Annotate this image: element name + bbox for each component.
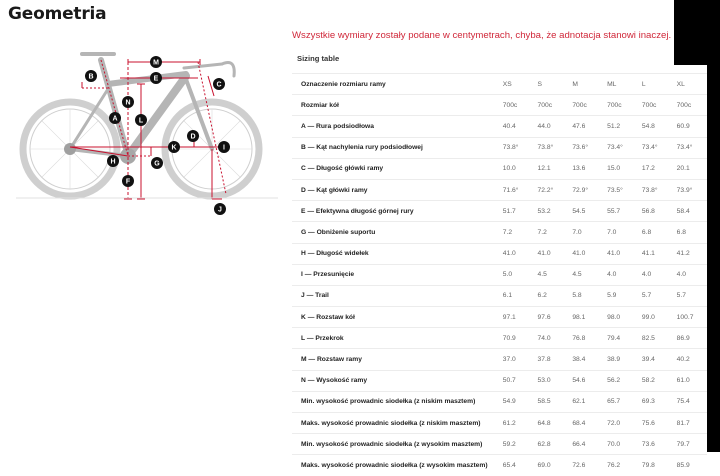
row-value: 700c — [641, 101, 657, 109]
row-value: 7.2 — [502, 228, 513, 236]
row-label: B — Kąt nachylenia rury podsiodłowej — [301, 144, 423, 152]
row-value: 5.8 — [572, 292, 582, 300]
size-l: L — [641, 80, 646, 88]
row-value: 86.9 — [676, 334, 690, 342]
table-row — [292, 434, 707, 455]
row-value: 75.4 — [676, 398, 690, 406]
table-row — [292, 137, 707, 158]
units-note: Wszystkie wymiary zostały podane w centymetrach, chyba, że adnotacja stanowi inaczej. — [292, 30, 672, 41]
size-m: M — [572, 80, 578, 88]
row-value: 72.9° — [572, 186, 589, 194]
row-value: 53.2 — [537, 207, 551, 215]
row-value: 70.0 — [607, 440, 621, 448]
svg-text:A: A — [112, 115, 118, 123]
row-value: 98.1 — [572, 313, 586, 321]
svg-text:L: L — [138, 117, 144, 125]
row-value: 73.9° — [676, 186, 693, 194]
bike-geometry-diagram — [16, 44, 276, 219]
row-label: Rozmiar kół — [301, 101, 339, 109]
black-overlay-right — [707, 65, 720, 452]
row-value: 44.0 — [537, 122, 551, 130]
row-value: 56.8 — [641, 207, 655, 215]
row-value: 55.7 — [607, 207, 621, 215]
row-value: 73.8° — [537, 144, 554, 152]
row-value: 76.2 — [607, 462, 621, 470]
marker-f — [122, 175, 134, 187]
table-row — [292, 222, 707, 243]
table-row — [292, 370, 707, 391]
row-value: 5.0 — [502, 271, 513, 279]
svg-text:J: J — [218, 206, 222, 214]
row-value: 58.2 — [641, 377, 655, 385]
marker-c — [213, 78, 225, 90]
row-value: 81.7 — [676, 419, 690, 427]
table-row — [292, 201, 707, 222]
row-value: 41.0 — [537, 250, 551, 258]
table-row — [292, 179, 707, 200]
row-value: 10.0 — [502, 165, 516, 173]
row-value: 99.0 — [641, 313, 655, 321]
row-value: 79.4 — [607, 334, 621, 342]
row-value: 37.0 — [502, 356, 516, 364]
table-row — [292, 285, 707, 306]
page-title: Geometria — [8, 4, 107, 24]
svg-text:C: C — [216, 81, 222, 89]
row-value: 54.5 — [572, 207, 586, 215]
marker-j — [214, 203, 226, 215]
row-value: 41.0 — [502, 250, 516, 258]
row-label: N — Wysokość ramy — [301, 377, 368, 385]
marker-n — [122, 96, 134, 108]
table-row — [292, 243, 707, 264]
row-label: M — Rozstaw ramy — [301, 356, 362, 364]
row-value: 61.0 — [676, 377, 690, 385]
svg-text:F: F — [125, 178, 131, 186]
table-row — [292, 116, 707, 137]
row-label: E — Efektywna długość górnej rury — [301, 207, 414, 215]
marker-e — [150, 72, 162, 84]
row-value: 56.2 — [607, 377, 621, 385]
svg-text:E: E — [153, 75, 159, 83]
row-value: 70.9 — [502, 334, 516, 342]
row-value: 72.0 — [607, 419, 621, 427]
row-value: 6.1 — [502, 292, 513, 300]
table-row — [292, 95, 707, 116]
marker-g — [151, 157, 163, 169]
row-value: 60.9 — [676, 122, 690, 130]
row-value: 75.6 — [641, 419, 655, 427]
row-value: 72.6 — [572, 462, 586, 470]
row-label: H — Długość widełek — [301, 250, 369, 258]
row-value: 54.8 — [641, 122, 655, 130]
marker-i — [218, 141, 230, 153]
row-label: Min. wysokość prowadnic siodełka (z wysokim masztem) — [301, 440, 483, 448]
size-ml: ML — [607, 80, 617, 88]
row-value: 62.8 — [537, 440, 551, 448]
row-value: 41.1 — [641, 250, 655, 258]
row-label: C — Długość główki ramy — [301, 165, 384, 173]
row-value: 700c — [607, 101, 622, 109]
row-value: 5.9 — [607, 292, 617, 300]
row-value: 76.8 — [572, 334, 586, 342]
row-value: 97.1 — [502, 313, 516, 321]
row-label: D — Kąt główki ramy — [301, 186, 368, 194]
row-value: 12.1 — [537, 165, 551, 173]
row-value: 72.2° — [537, 186, 554, 194]
row-value: 41.0 — [607, 250, 621, 258]
row-value: 65.7 — [607, 398, 621, 406]
row-value: 15.0 — [607, 165, 621, 173]
row-value: 38.4 — [572, 356, 586, 364]
svg-text:B: B — [88, 73, 94, 81]
row-value: 51.7 — [502, 207, 516, 215]
row-label: Min. wysokość prowadnic siodełka (z niskim masztem) — [301, 398, 476, 406]
row-value: 39.4 — [641, 356, 655, 364]
row-value: 73.4° — [676, 144, 693, 152]
row-value: 71.6° — [502, 186, 519, 194]
table-row — [292, 455, 707, 476]
row-value: 6.8 — [641, 228, 652, 236]
row-value: 41.2 — [676, 250, 690, 258]
svg-text:H: H — [110, 158, 116, 166]
row-value: 6.2 — [537, 292, 547, 300]
row-value: 6.8 — [676, 228, 686, 236]
row-value: 58.5 — [537, 398, 551, 406]
row-label: Maks. wysokość prowadnic siodełka (z niskim masztem) — [301, 419, 481, 427]
row-value: 85.9 — [676, 462, 690, 470]
sizing-table — [292, 73, 707, 476]
row-value: 59.2 — [502, 440, 516, 448]
row-value: 40.4 — [502, 122, 516, 130]
row-value: 73.6 — [641, 440, 655, 448]
row-value: 58.4 — [676, 207, 690, 215]
row-value: 41.0 — [572, 250, 586, 258]
row-value: 73.4° — [607, 144, 623, 152]
size-s: S — [537, 80, 543, 88]
row-label: K — Rozstaw kół — [301, 313, 355, 321]
size-xl: XL — [676, 80, 685, 88]
row-value: 47.6 — [572, 122, 586, 130]
black-overlay-top — [674, 0, 720, 65]
row-value: 74.0 — [537, 334, 551, 342]
row-value: 79.7 — [676, 440, 690, 448]
row-value: 7.0 — [572, 228, 582, 236]
row-value: 51.2 — [607, 122, 621, 130]
row-value: 4.0 — [676, 271, 686, 279]
row-value: 5.7 — [641, 292, 652, 300]
row-value: 68.4 — [572, 419, 586, 427]
table-row — [292, 158, 707, 179]
svg-text:G: G — [154, 160, 160, 168]
row-value: 73.5° — [607, 186, 623, 194]
row-value: 54.6 — [572, 377, 586, 385]
row-value: 98.0 — [607, 313, 621, 321]
row-value: 73.4° — [641, 144, 658, 152]
row-value: 4.0 — [641, 271, 652, 279]
marker-l — [135, 114, 147, 126]
svg-text:D: D — [190, 133, 196, 141]
row-value: 54.9 — [502, 398, 516, 406]
row-value: 82.5 — [641, 334, 655, 342]
row-value: 66.4 — [572, 440, 586, 448]
table-header-row — [292, 74, 707, 95]
row-value: 62.1 — [572, 398, 586, 406]
row-value: 5.7 — [676, 292, 686, 300]
row-label: L — Przekrok — [301, 334, 344, 342]
row-label: G — Obniżenie suportu — [301, 228, 376, 236]
table-row — [292, 391, 707, 412]
row-value: 700c — [537, 101, 553, 109]
row-label: A — Rura podsiodłowa — [301, 122, 374, 130]
row-value: 64.8 — [537, 419, 551, 427]
row-value: 61.2 — [502, 419, 516, 427]
row-value: 65.4 — [502, 462, 516, 470]
row-value: 38.9 — [607, 356, 621, 364]
svg-text:I: I — [223, 144, 225, 152]
marker-m — [150, 56, 162, 68]
row-label: Maks. wysokość prowadnic siodełka (z wysokim masztem) — [301, 462, 488, 470]
table-caption: Sizing table — [297, 54, 340, 63]
row-value: 53.0 — [537, 377, 551, 385]
table-row — [292, 264, 707, 285]
row-value: 7.0 — [607, 228, 617, 236]
table-row — [292, 307, 707, 328]
table-row — [292, 328, 707, 349]
row-value: 100.7 — [676, 313, 694, 321]
row-value: 79.8 — [641, 462, 655, 470]
table-row — [292, 413, 707, 434]
svg-text:M: M — [153, 59, 159, 67]
row-value: 69.3 — [641, 398, 655, 406]
row-value: 73.6° — [572, 144, 589, 152]
row-value: 4.5 — [572, 271, 582, 279]
marker-b — [85, 70, 97, 82]
row-label: I — Przesunięcie — [301, 271, 355, 279]
row-value: 40.2 — [676, 356, 690, 364]
row-value: 97.6 — [537, 313, 551, 321]
row-value: 700c — [502, 101, 518, 109]
row-value: 69.0 — [537, 462, 551, 470]
marker-d — [187, 130, 199, 142]
marker-a — [109, 112, 121, 124]
svg-text:K: K — [171, 144, 177, 152]
row-value: 700c — [572, 101, 587, 109]
table-row — [292, 349, 707, 370]
marker-k — [168, 141, 180, 153]
header-label: Oznaczenie rozmiaru ramy — [301, 80, 386, 88]
row-value: 20.1 — [676, 165, 690, 173]
row-value: 17.2 — [641, 165, 655, 173]
bike-illustration — [16, 44, 276, 219]
row-value: 4.0 — [607, 271, 617, 279]
marker-h — [107, 155, 119, 167]
row-value: 73.8° — [502, 144, 519, 152]
row-value: 4.5 — [537, 271, 547, 279]
row-value: 73.8° — [641, 186, 658, 194]
row-label: J — Trail — [301, 292, 329, 300]
svg-text:N: N — [125, 99, 131, 107]
row-value: 37.8 — [537, 356, 551, 364]
row-value: 50.7 — [502, 377, 516, 385]
row-value: 13.6 — [572, 165, 586, 173]
row-value: 700c — [676, 101, 692, 109]
size-xs: XS — [502, 80, 512, 88]
row-value: 7.2 — [537, 228, 547, 236]
